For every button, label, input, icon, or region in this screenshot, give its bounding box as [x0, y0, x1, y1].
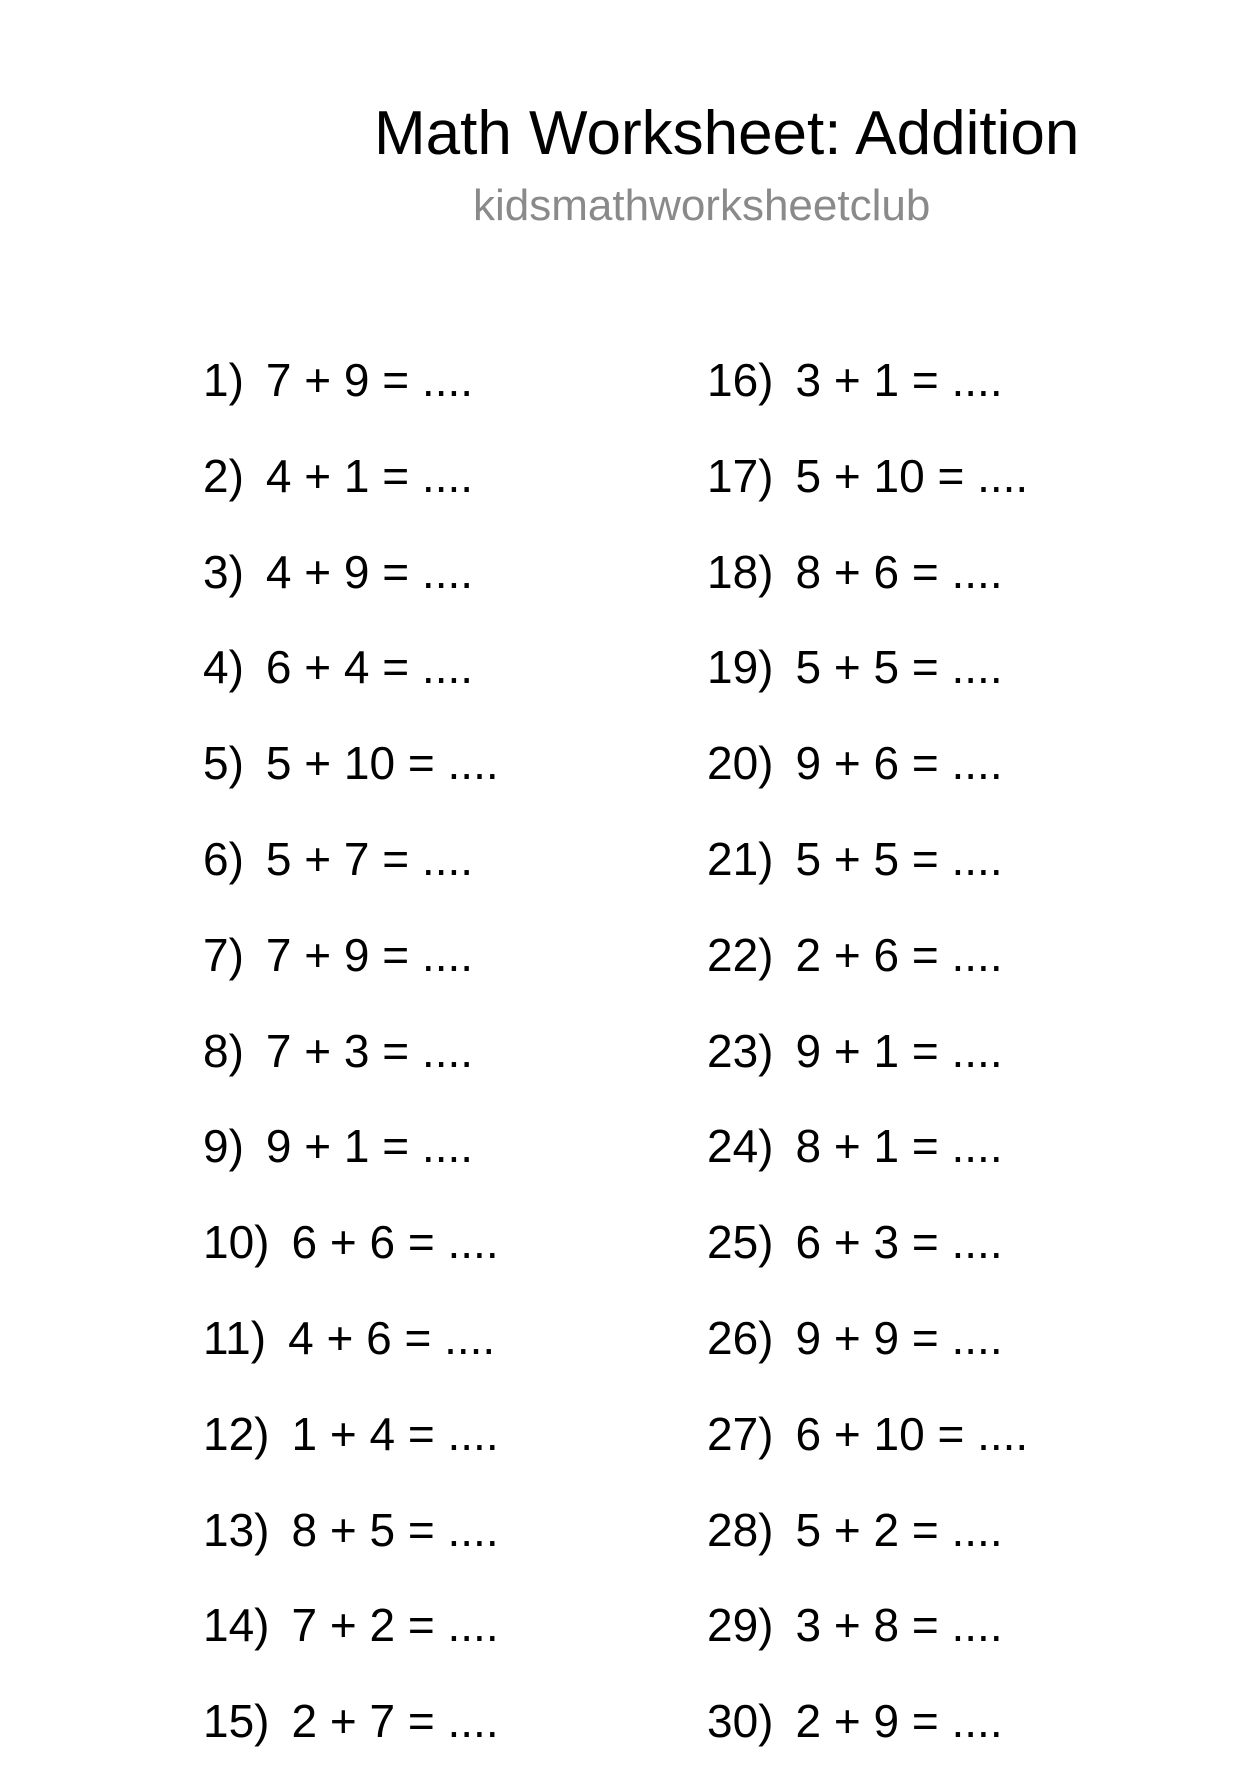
problem-expression: 5 + 2 = .... — [795, 1503, 1003, 1556]
problem-item — [203, 1502, 499, 1598]
problem-number: 17) — [707, 449, 774, 502]
problem-item — [707, 1310, 1028, 1406]
problem-number: 18) — [707, 545, 774, 598]
problem-expression: 5 + 7 = .... — [265, 832, 474, 885]
problem-expression: 8 + 1 = .... — [795, 1120, 1003, 1173]
problem-number: 20) — [707, 737, 774, 790]
problem-number: 11) — [203, 1311, 267, 1364]
problem-number: 22) — [707, 928, 774, 981]
problem-number: 19) — [707, 641, 774, 694]
problem-expression: 7 + 9 = .... — [265, 928, 474, 981]
problem-item — [707, 1118, 1028, 1214]
problem-number: 3) — [203, 545, 244, 598]
problem-expression: 9 + 1 = .... — [795, 1024, 1003, 1077]
problem-item — [203, 1214, 499, 1310]
problem-number: 5) — [203, 737, 244, 790]
problem-item — [203, 639, 499, 735]
problem-expression: 6 + 10 = .... — [795, 1407, 1029, 1460]
problem-column-left — [203, 352, 499, 1789]
problem-item — [203, 927, 499, 1023]
problem-expression: 9 + 1 = .... — [265, 1120, 474, 1173]
problem-item — [203, 352, 499, 448]
problem-number: 16) — [707, 354, 774, 406]
problem-item — [203, 1406, 499, 1502]
problem-expression: 1 + 4 = .... — [291, 1407, 499, 1460]
problem-expression: 7 + 2 = .... — [291, 1599, 499, 1652]
problem-expression: 7 + 3 = .... — [265, 1024, 474, 1077]
problem-expression: 5 + 5 = .... — [795, 832, 1003, 885]
problem-expression: 4 + 6 = .... — [288, 1311, 496, 1364]
problem-expression: 2 + 7 = .... — [291, 1695, 499, 1748]
problem-number: 10) — [203, 1216, 270, 1269]
problem-expression: 9 + 9 = .... — [795, 1311, 1003, 1364]
problem-number: 13) — [203, 1503, 270, 1556]
problem-expression: 8 + 5 = .... — [291, 1503, 499, 1556]
problem-item — [707, 1214, 1028, 1310]
problem-item — [707, 1406, 1028, 1502]
problem-item — [707, 927, 1028, 1023]
problem-item — [203, 1597, 499, 1693]
problem-number: 2) — [203, 449, 244, 502]
problem-item — [203, 1023, 499, 1119]
problem-number: 25) — [707, 1216, 774, 1269]
problem-expression: 5 + 10 = .... — [795, 449, 1029, 502]
problem-item — [203, 544, 499, 640]
problem-expression: 6 + 4 = .... — [265, 641, 474, 694]
problem-expression: 4 + 1 = .... — [265, 449, 474, 502]
problem-item — [707, 831, 1028, 927]
problem-number: 24) — [707, 1120, 774, 1173]
problem-expression: 3 + 8 = .... — [795, 1599, 1003, 1652]
problem-number: 28) — [707, 1503, 774, 1556]
problem-expression: 5 + 5 = .... — [795, 641, 1003, 694]
problem-expression: 4 + 9 = .... — [265, 545, 474, 598]
page-subtitle: kidsmathworksheetclub — [473, 181, 931, 230]
problem-item — [707, 735, 1028, 831]
problem-expression: 2 + 6 = .... — [795, 928, 1003, 981]
problem-expression: 6 + 6 = .... — [291, 1216, 499, 1269]
problem-number: 12) — [203, 1407, 270, 1460]
problem-item — [203, 735, 499, 831]
problem-number: 8) — [203, 1024, 244, 1077]
problem-expression: 9 + 6 = .... — [795, 737, 1003, 790]
problem-expression: 7 + 9 = .... — [265, 354, 474, 406]
problem-item — [707, 639, 1028, 735]
problem-expression: 3 + 1 = .... — [795, 354, 1003, 406]
problem-number: 4) — [203, 641, 244, 694]
problem-number: 21) — [707, 832, 774, 885]
problem-item — [707, 1693, 1028, 1789]
problem-number: 14) — [203, 1599, 270, 1652]
problem-number: 1) — [203, 354, 244, 406]
problem-number: 29) — [707, 1599, 774, 1652]
problem-expression: 8 + 6 = .... — [795, 545, 1003, 598]
problem-number: 15) — [203, 1695, 270, 1748]
page-title: Math Worksheet: Addition — [374, 99, 1080, 168]
problem-item — [707, 544, 1028, 640]
problem-item — [203, 1118, 499, 1214]
problem-number: 27) — [707, 1407, 774, 1460]
problem-expression: 2 + 9 = .... — [795, 1695, 1003, 1748]
problem-item — [707, 1023, 1028, 1119]
problem-item — [203, 831, 499, 927]
problem-item — [203, 1693, 499, 1789]
problem-expression: 5 + 10 = .... — [265, 737, 499, 790]
problem-number: 26) — [707, 1311, 774, 1364]
problem-item — [203, 1310, 499, 1406]
problem-number: 30) — [707, 1695, 774, 1748]
problem-number: 23) — [707, 1024, 774, 1077]
problem-number: 6) — [203, 832, 244, 885]
problem-number: 7) — [203, 928, 244, 981]
problem-item — [707, 352, 1028, 448]
problem-item — [707, 1597, 1028, 1693]
problem-item — [707, 448, 1028, 544]
problem-item — [203, 448, 499, 544]
problem-item — [707, 1502, 1028, 1598]
problem-column-right — [707, 352, 1028, 1789]
problem-expression: 6 + 3 = .... — [795, 1216, 1003, 1269]
problem-number: 9) — [203, 1120, 244, 1173]
